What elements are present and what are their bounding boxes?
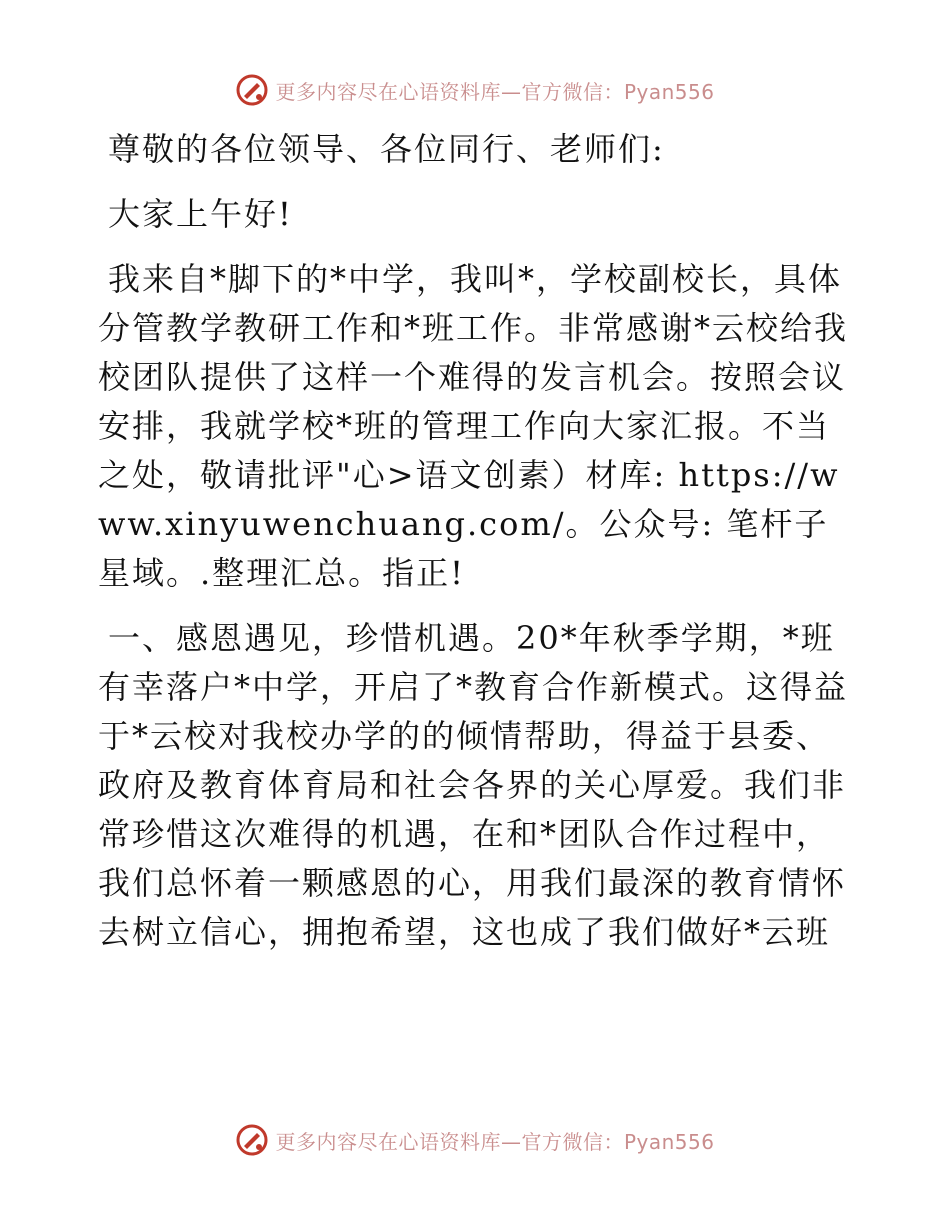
- pen-logo-icon: [235, 73, 269, 107]
- watermark-text: 更多内容尽在心语资料库—官方微信：Pyan556: [275, 1129, 715, 1154]
- paragraph-introduction: 我来自*脚下的*中学，我叫*，学校副校长，具体分管教学教研工作和*班工作。非常感谢*云校给我校团队提供了这样一个难得的发言机会。按照会议安排，我就学校*班的管理工作向大家汇报。不当之处，敬请批评"心>语文创素）材库: https://www.xinyuwenchuang.com/。公众号: 笔杆子星域。.整理汇总。指正!: [98, 260, 849, 592]
- header-watermark: [0, 70, 950, 110]
- paragraph-section-one: 一、感恩遇见，珍惜机遇。20*年秋季学期，*班有幸落户*中学，开启了*教育合作新模式。这得益于*云校对我校办学的的倾情帮助，得益于县委、政府及教育体育局和社会各界的关心厚爱。我们非常珍惜这次难得的机遇，在和*团队合作过程中，我们总怀着一颗感恩的心，用我们最深的教育情怀去树立信心，拥抱希望，这也成了我们做好*云班: [98, 619, 849, 951]
- paragraph-greeting: 大家上午好!: [108, 195, 293, 233]
- watermark-text: 更多内容尽在心语资料库—官方微信：Pyan556: [275, 79, 715, 104]
- document-body: [98, 125, 858, 973]
- pen-logo-icon: [235, 1123, 269, 1157]
- footer-watermark: [0, 1120, 950, 1160]
- paragraph-salutation: 尊敬的各位领导、各位同行、老师们:: [108, 130, 665, 168]
